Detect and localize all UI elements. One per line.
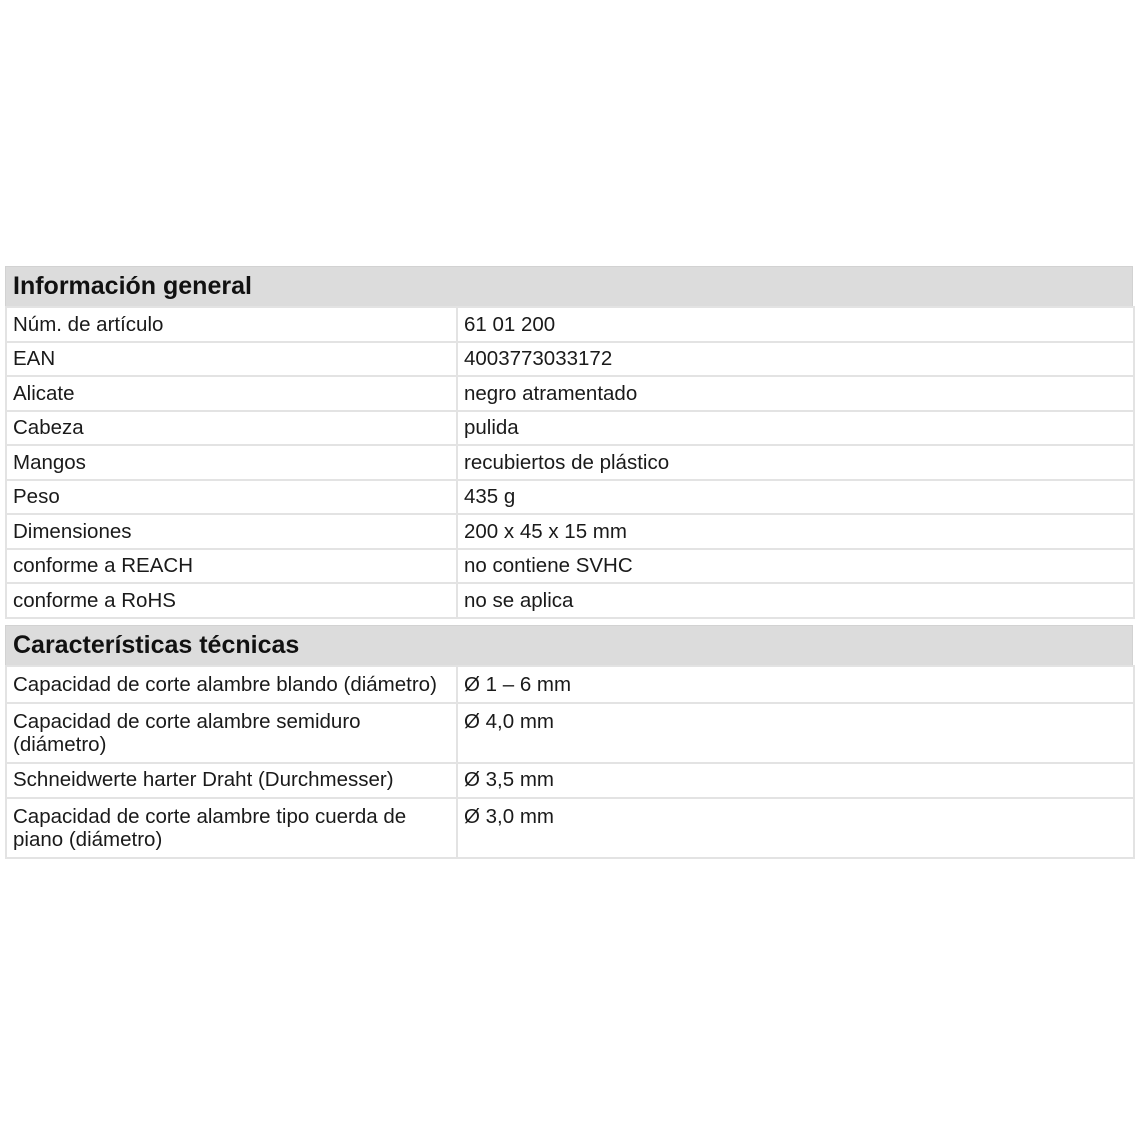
- table-row: [6, 411, 1134, 446]
- table-row: [6, 480, 1134, 515]
- table-row: [6, 583, 1134, 618]
- spec-value: 4003773033172: [457, 342, 1134, 377]
- table-row: [6, 798, 1134, 858]
- spec-label: conforme a RoHS: [6, 583, 457, 618]
- spec-value: pulida: [457, 411, 1134, 446]
- section-title: Información general: [5, 266, 1133, 306]
- table-row: [6, 666, 1134, 703]
- spec-value: no se aplica: [457, 583, 1134, 618]
- spec-label: Capacidad de corte alambre tipo cuerda de piano (diámetro): [6, 798, 457, 858]
- spec-value: negro atramentado: [457, 376, 1134, 411]
- spec-label: Peso: [6, 480, 457, 515]
- table-row: [6, 763, 1134, 798]
- spec-value: recubiertos de plástico: [457, 445, 1134, 480]
- table-row: [6, 703, 1134, 763]
- spec-label: Capacidad de corte alambre blando (diámetro): [6, 666, 457, 703]
- spec-value: no contiene SVHC: [457, 549, 1134, 584]
- spec-label: EAN: [6, 342, 457, 377]
- spec-label: Dimensiones: [6, 514, 457, 549]
- spec-value: 200 x 45 x 15 mm: [457, 514, 1134, 549]
- spec-value: Ø 1 – 6 mm: [457, 666, 1134, 703]
- table-row: [6, 342, 1134, 377]
- technical-features-table: [5, 665, 1135, 859]
- spec-value: Ø 4,0 mm: [457, 703, 1134, 763]
- spec-label: Núm. de artículo: [6, 307, 457, 342]
- table-row: [6, 549, 1134, 584]
- table-row: [6, 376, 1134, 411]
- spec-label: Alicate: [6, 376, 457, 411]
- spec-label: Capacidad de corte alambre semiduro (diámetro): [6, 703, 457, 763]
- general-info-section: [5, 266, 1133, 619]
- spec-label: Schneidwerte harter Draht (Durchmesser): [6, 763, 457, 798]
- spec-value: Ø 3,0 mm: [457, 798, 1134, 858]
- technical-features-section: [5, 625, 1133, 859]
- spec-label: Cabeza: [6, 411, 457, 446]
- section-title: Características técnicas: [5, 625, 1133, 665]
- general-info-table: [5, 306, 1135, 619]
- spec-value: 435 g: [457, 480, 1134, 515]
- table-row: [6, 307, 1134, 342]
- spec-value: 61 01 200: [457, 307, 1134, 342]
- spec-value: Ø 3,5 mm: [457, 763, 1134, 798]
- spec-label: conforme a REACH: [6, 549, 457, 584]
- table-row: [6, 514, 1134, 549]
- table-row: [6, 445, 1134, 480]
- spec-label: Mangos: [6, 445, 457, 480]
